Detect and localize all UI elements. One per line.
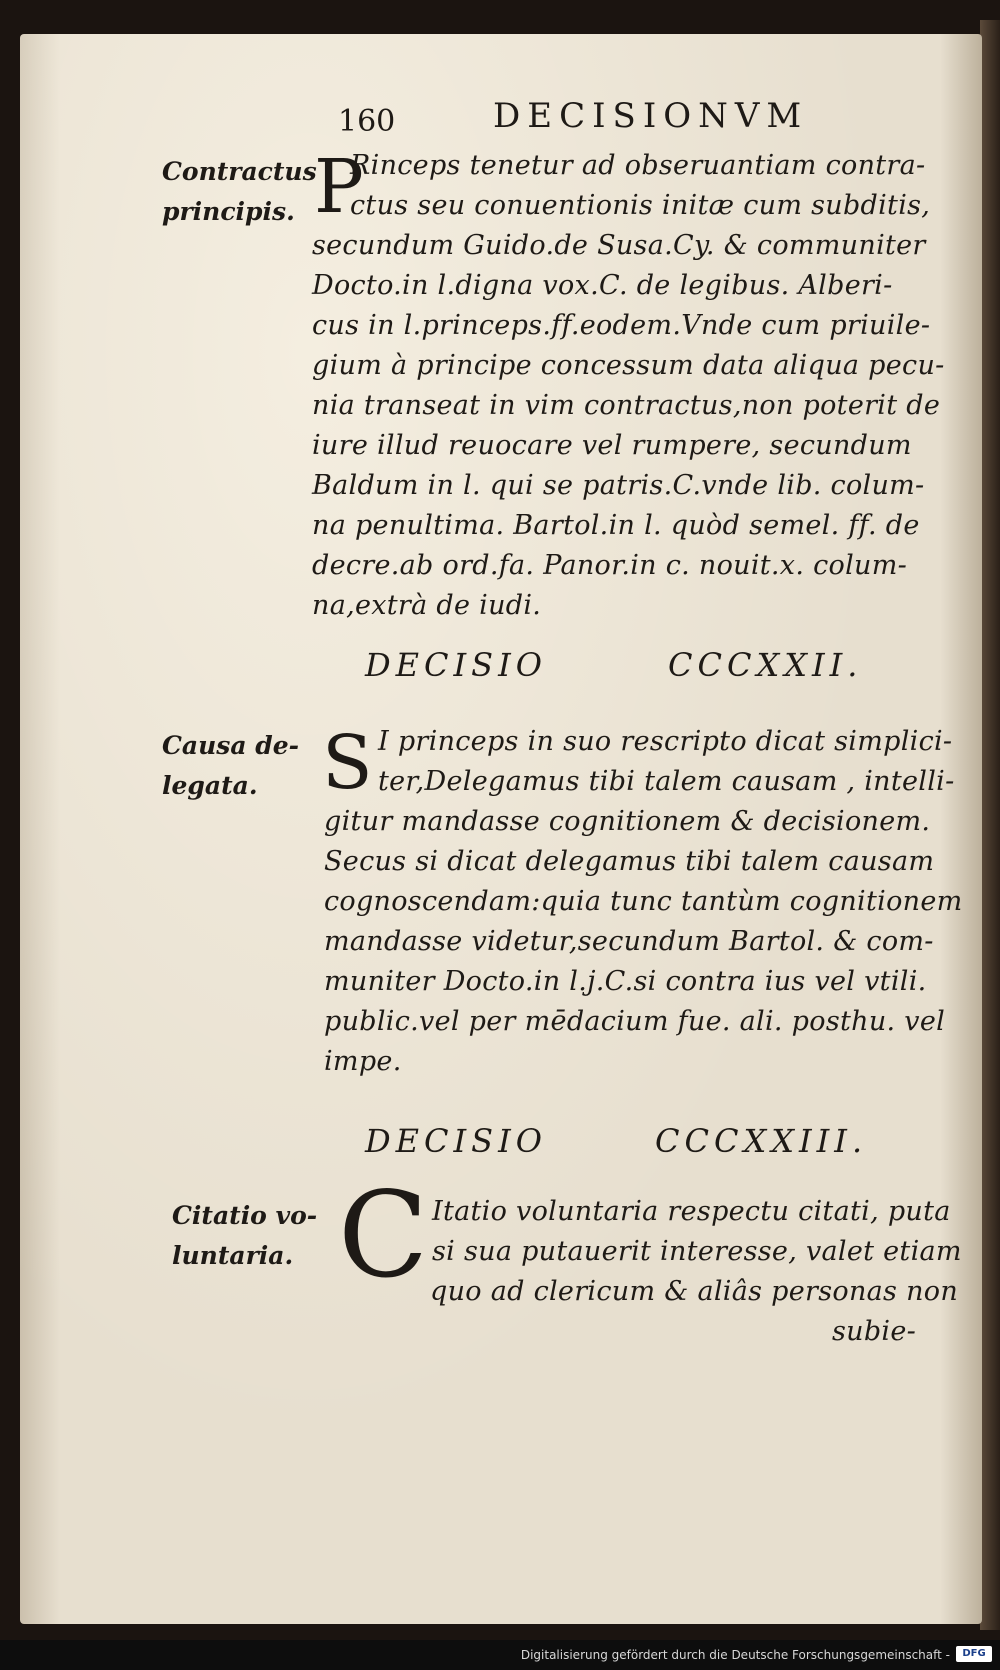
digitization-credit: Digitalisierung gefördert durch die Deutsche Forschungsgemeinschaft -: [520, 1648, 950, 1662]
drop-cap-p: P: [314, 144, 364, 230]
margin-note-1-line-2: principis.: [162, 197, 295, 226]
text-line: na penultima. Bartol.in l. quòd semel. ff. de: [312, 510, 920, 541]
page-number: 160: [338, 104, 396, 139]
decisio-heading-322-left: DECISIO: [365, 646, 547, 684]
text-line: Baldum in l. qui se patris.C.vnde lib. colum-: [312, 470, 925, 501]
drop-cap-s: S: [322, 720, 373, 806]
text-line: muniter Docto.in l.j.C.si contra ius vel vtili.: [324, 966, 927, 997]
section-3-text-cont: [430, 1272, 958, 1312]
section-1-text: [350, 146, 930, 226]
section-2-text-cont: [324, 802, 963, 1082]
margin-note-1-line-1: Contractus: [162, 157, 317, 186]
text-line: Secus si dicat delegamus tibi talem causam: [324, 846, 935, 877]
text-line: ctus seu conuentionis initæ cum subditis,: [350, 190, 931, 221]
text-line: gitur mandasse cognitionem & decisionem.: [324, 806, 931, 837]
text-line: Docto.in l.digna vox.C. de legibus. Alberi-: [312, 270, 893, 301]
section-1-text-cont: [312, 226, 945, 626]
text-line: na,extrà de iudi.: [312, 590, 542, 621]
text-line: si sua putauerit interesse, valet etiam: [432, 1236, 962, 1267]
margin-note-3-line-2: luntaria.: [172, 1241, 294, 1270]
text-line: decre.ab ord.fa. Panor.in c. nouit.x. colum-: [312, 550, 908, 581]
text-line: secundum Guido.de Susa.Cy. & communiter: [312, 230, 926, 261]
dfg-logo: DFG: [956, 1646, 992, 1662]
running-head: DECISIONVM: [493, 96, 809, 136]
decisio-heading-322-right: CCCXXII.: [668, 646, 863, 684]
section-2-text: [378, 722, 955, 802]
text-line: mandasse videtur,secundum Bartol. & com-: [324, 926, 934, 957]
section-3-text: [432, 1192, 962, 1272]
text-line: Itatio voluntaria respectu citati, puta: [432, 1196, 951, 1227]
drop-cap-c: C: [338, 1166, 429, 1304]
text-line: cognoscendam:quia tunc tantùm cognitionem: [324, 886, 963, 917]
text-line: quo ad clericum & aliâs personas non: [430, 1276, 959, 1307]
footer-bar: [0, 1640, 1000, 1670]
text-line: I princeps in suo rescripto dicat simplici-: [378, 726, 953, 757]
catchword-text: subie-: [832, 1316, 917, 1347]
decisio-heading-323-right: CCCXXIII.: [655, 1122, 868, 1160]
text-line: gium à principe concessum data aliqua pecu-: [312, 350, 945, 381]
catchword: [832, 1312, 916, 1352]
margin-note-3: [172, 1196, 317, 1276]
text-line: impe.: [324, 1046, 402, 1077]
text-line: iure illud reuocare vel rumpere, secundum: [312, 430, 912, 461]
text-line: ter,Delegamus tibi talem causam , intelli-: [378, 766, 955, 797]
book-edge: [980, 20, 1000, 1630]
text-line: cus in l.princeps.ff.eodem.Vnde cum priuile-: [312, 310, 931, 341]
text-line: Rinceps tenetur ad obseruantiam contra-: [350, 150, 926, 181]
book-page: [20, 34, 982, 1624]
margin-note-2-line-1: Causa de-: [162, 731, 300, 760]
margin-note-3-line-1: Citatio vo-: [172, 1201, 318, 1230]
text-line: nia transeat in vim contractus,non poterit de: [312, 390, 941, 421]
margin-note-1: [162, 152, 317, 232]
decisio-heading-323-left: DECISIO: [365, 1122, 547, 1160]
margin-note-2: [162, 726, 299, 806]
margin-note-2-line-2: legata.: [162, 771, 258, 800]
text-line: public.vel per mēdacium fue. ali. posthu. vel: [324, 1006, 946, 1037]
